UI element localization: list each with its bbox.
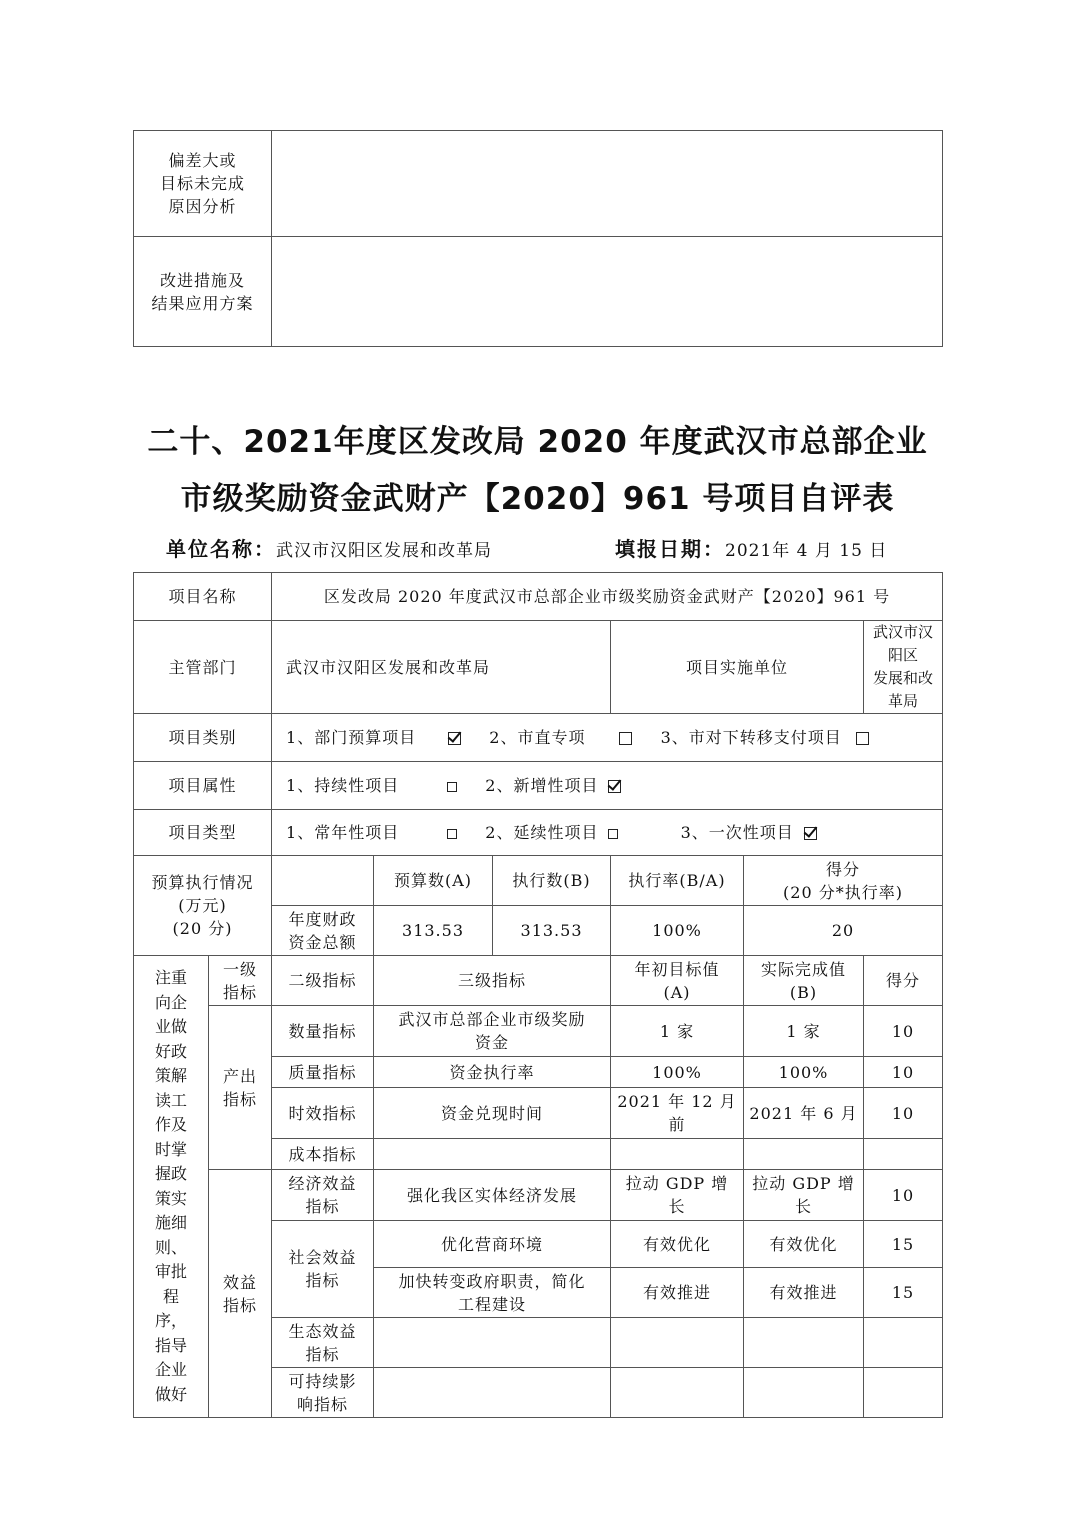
indicator-side-note: 注重 向企 业做 好政 策解 读工 作及 时掌 握政 策实 施细 则、 审批 程 序， 指导 企业 做好 — [134, 956, 209, 1418]
budget-blank-cell — [272, 856, 374, 906]
table-row — [134, 1170, 943, 1221]
score-cell: 10 — [864, 1088, 943, 1139]
improvement-plan-label: 改进措施及 结果应用方案 — [134, 237, 272, 347]
attr-options — [272, 762, 943, 810]
deviation-table — [133, 130, 943, 347]
fill-date-label: 填报日期： — [615, 537, 725, 561]
score-cell — [864, 1139, 943, 1170]
category-option-2: 2、市直专项 — [489, 728, 586, 747]
checkbox-icon[interactable] — [608, 829, 618, 839]
attr-label: 项目属性 — [134, 762, 272, 810]
type-options — [272, 810, 943, 856]
budget-row-label: 年度财政 资金总额 — [272, 906, 374, 956]
attr-row — [134, 762, 943, 810]
header-level3: 三级指标 — [374, 956, 611, 1006]
dept-label: 主管部门 — [134, 621, 272, 714]
indicator-header-row — [134, 956, 943, 1006]
level2-cell: 成本指标 — [272, 1139, 374, 1170]
category-row — [134, 714, 943, 762]
attr-option-1: 1、持续性项目 — [286, 776, 400, 795]
target-cell: 2021 年 12 月 前 — [611, 1088, 744, 1139]
actual-cell — [744, 1318, 864, 1368]
level3-cell: 资金执行率 — [374, 1057, 611, 1088]
attr-option-2: 2、新增性项目 — [485, 776, 599, 795]
unit-name-label: 单位名称： — [166, 537, 276, 561]
actual-cell: 2021 年 6 月 — [744, 1088, 864, 1139]
self-evaluation-table — [133, 572, 943, 1418]
target-cell: 有效优化 — [611, 1221, 744, 1268]
score-cell: 15 — [864, 1221, 943, 1268]
level3-cell — [374, 1368, 611, 1418]
type-label: 项目类型 — [134, 810, 272, 856]
actual-cell: 有效推进 — [744, 1268, 864, 1318]
actual-cell — [744, 1368, 864, 1418]
deviation-reason-value — [272, 131, 943, 237]
checkbox-icon[interactable] — [447, 782, 457, 792]
unit-name-value: 武汉市汉阳区发展和改革局 — [276, 541, 492, 561]
col-score: 得分 (20 分*执行率) — [744, 856, 943, 906]
rate-value: 100% — [611, 906, 744, 956]
type-option-2: 2、延续性项目 — [485, 823, 599, 842]
budget-header-row — [134, 856, 943, 906]
output-indicator-label: 产出 指标 — [209, 1006, 272, 1170]
level3-cell: 加快转变政府职责，简化 工程建设 — [374, 1268, 611, 1318]
score-cell: 10 — [864, 1057, 943, 1088]
score-cell — [864, 1368, 943, 1418]
col-rate: 执行率(B/A) — [611, 856, 744, 906]
level3-cell: 武汉市总部企业市级奖励 资金 — [374, 1006, 611, 1057]
level2-cell: 经济效益 指标 — [272, 1170, 374, 1221]
unit-name — [166, 533, 492, 562]
type-option-3: 3、一次性项目 — [680, 823, 794, 842]
page-title-line2: 市级奖励资金武财产【2020】961 号项目自评表 — [180, 481, 895, 517]
impl-unit-label: 项目实施单位 — [611, 621, 864, 714]
level3-cell: 强化我区实体经济发展 — [374, 1170, 611, 1221]
fill-date-value: 2021年 4 月 15 日 — [725, 541, 888, 561]
level2-cell: 时效指标 — [272, 1088, 374, 1139]
header-target: 年初目标值 (A) — [611, 956, 744, 1006]
target-cell — [611, 1368, 744, 1418]
header-score: 得分 — [864, 956, 943, 1006]
deviation-reason-label: 偏差大或 目标未完成 原因分析 — [134, 131, 272, 237]
actual-cell: 100% — [744, 1057, 864, 1088]
header-level1: 一级 指标 — [209, 956, 272, 1006]
project-name-value: 区发改局 2020 年度武汉市总部企业市级奖励资金武财产【2020】961 号 — [272, 573, 943, 621]
budget-value: 313.53 — [374, 906, 493, 956]
checkbox-icon[interactable] — [619, 732, 632, 745]
checked-box-icon[interactable] — [448, 732, 461, 745]
target-cell — [611, 1318, 744, 1368]
level2-cell: 可持续影 响指标 — [272, 1368, 374, 1418]
target-cell: 100% — [611, 1057, 744, 1088]
level2-cell: 数量指标 — [272, 1006, 374, 1057]
checkbox-icon[interactable] — [856, 732, 869, 745]
level3-cell — [374, 1318, 611, 1368]
target-cell: 1 家 — [611, 1006, 744, 1057]
score-cell: 15 — [864, 1268, 943, 1318]
category-option-1: 1、部门预算项目 — [286, 728, 417, 747]
checked-box-icon[interactable] — [804, 827, 817, 840]
level3-cell — [374, 1139, 611, 1170]
target-cell — [611, 1139, 744, 1170]
score-cell: 10 — [864, 1170, 943, 1221]
fill-date — [615, 533, 887, 562]
type-row — [134, 810, 943, 856]
header-level2: 二级指标 — [272, 956, 374, 1006]
category-options — [272, 714, 943, 762]
level3-cell: 优化营商环境 — [374, 1221, 611, 1268]
page-title-line1: 二十、2021年度区发改局 2020 年度武汉市总部企业 — [147, 424, 928, 460]
level2-cell: 社会效益 指标 — [272, 1221, 374, 1318]
project-name-row — [134, 573, 943, 621]
col-budget: 预算数(A) — [374, 856, 493, 906]
actual-cell: 拉动 GDP 增 长 — [744, 1170, 864, 1221]
type-option-1: 1、常年性项目 — [286, 823, 400, 842]
actual-cell: 有效优化 — [744, 1221, 864, 1268]
score-cell: 10 — [864, 1006, 943, 1057]
impl-unit-value: 武汉市汉阳区 发展和改革局 — [864, 621, 943, 714]
table-row — [134, 1006, 943, 1057]
category-option-3: 3、市对下转移支付项目 — [660, 728, 842, 747]
budget-label: 预算执行情况 (万元) (20 分) — [134, 856, 272, 956]
dept-row — [134, 621, 943, 714]
header-actual: 实际完成值 (B) — [744, 956, 864, 1006]
col-exec: 执行数(B) — [493, 856, 611, 906]
improvement-plan-value — [272, 237, 943, 347]
checkbox-icon[interactable] — [447, 829, 457, 839]
level2-cell: 质量指标 — [272, 1057, 374, 1088]
score-cell — [864, 1318, 943, 1368]
benefit-indicator-label: 效益 指标 — [209, 1170, 272, 1418]
actual-cell: 1 家 — [744, 1006, 864, 1057]
dept-value: 武汉市汉阳区发展和改革局 — [272, 621, 611, 714]
score-value: 20 — [744, 906, 943, 956]
category-label: 项目类别 — [134, 714, 272, 762]
target-cell: 拉动 GDP 增 长 — [611, 1170, 744, 1221]
actual-cell — [744, 1139, 864, 1170]
target-cell: 有效推进 — [611, 1268, 744, 1318]
level3-cell: 资金兑现时间 — [374, 1088, 611, 1139]
exec-value: 313.53 — [493, 906, 611, 956]
checked-box-icon[interactable] — [608, 780, 621, 793]
project-name-label: 项目名称 — [134, 573, 272, 621]
level2-cell: 生态效益 指标 — [272, 1318, 374, 1368]
